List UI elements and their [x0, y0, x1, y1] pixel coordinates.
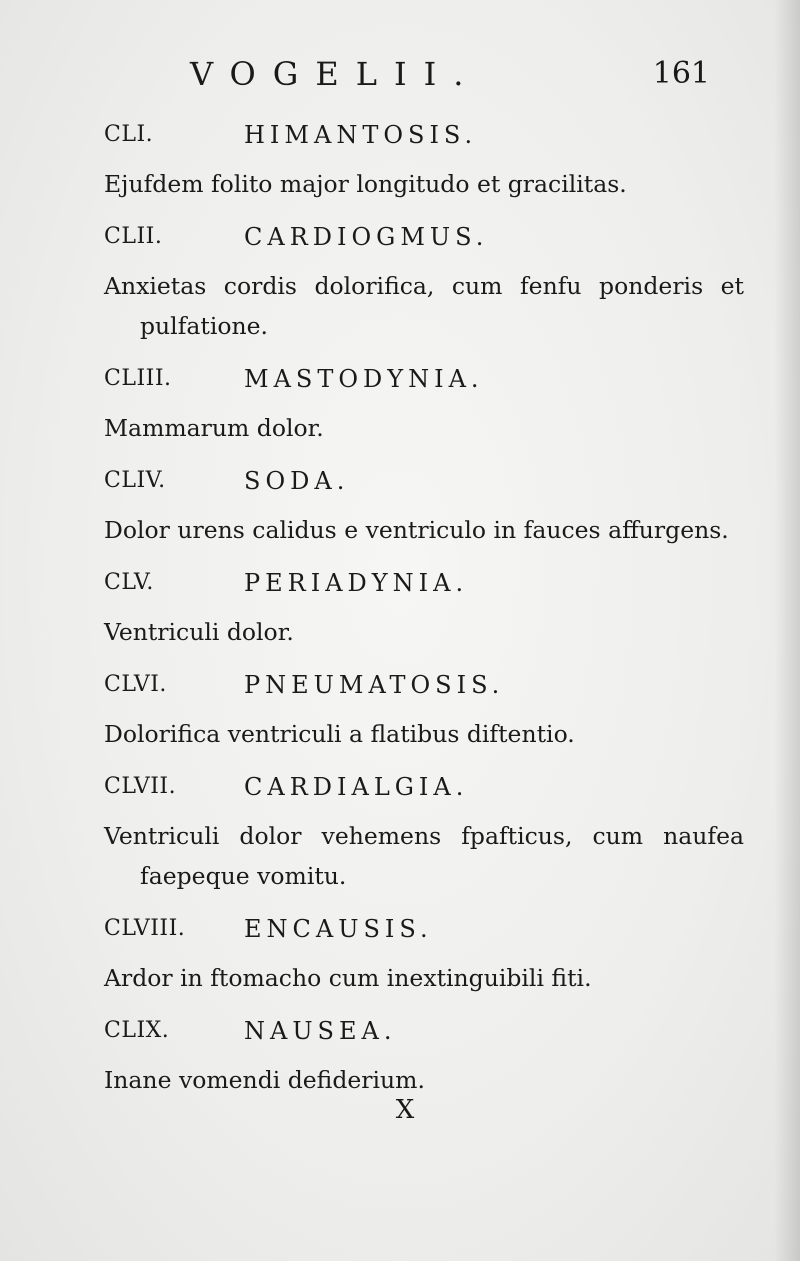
- entry-description: Ventriculi dolor vehemens fpafticus, cum naufea faepeque vomitu.: [104, 822, 744, 890]
- entry-numeral: CLVI.: [104, 672, 167, 697]
- entry-description: Dolor urens calidus e ventriculo in fauces affurgens.: [104, 516, 729, 544]
- entry: [104, 356, 744, 448]
- entry-term: PERIADYNIA.: [244, 569, 469, 597]
- entry-description: Mammarum dolor.: [104, 414, 324, 442]
- entry-term: MASTODYNIA.: [244, 365, 484, 393]
- entry-term: NAUSEA.: [244, 1017, 397, 1045]
- entry-list: [104, 112, 744, 1110]
- entry: [104, 764, 744, 896]
- entry-term: ENCAUSIS.: [244, 915, 433, 943]
- entry-heading: [104, 560, 744, 606]
- entry-description: Dolorifica ventriculi a flatibus diftentio.: [104, 720, 575, 748]
- entry: [104, 560, 744, 652]
- entry: [104, 458, 744, 550]
- entry-description: Ardor in ftomacho cum inextinguibili fiti.: [104, 964, 592, 992]
- entry-heading: [104, 1008, 744, 1054]
- entry-numeral: CLIII.: [104, 366, 172, 391]
- entry-description: Ventriculi dolor.: [104, 618, 294, 646]
- page-header: [190, 52, 710, 96]
- running-head: VOGELII.: [190, 55, 481, 93]
- entry-numeral: CLI.: [104, 122, 154, 147]
- entry: [104, 1008, 744, 1100]
- entry-heading: [104, 112, 744, 158]
- entry: [104, 662, 744, 754]
- page-number: 161: [652, 56, 710, 91]
- entry: [104, 214, 744, 346]
- entry-heading: [104, 906, 744, 952]
- entry-description: Anxietas cordis dolorifica, cum fenfu ponderis et pulfatione.: [104, 272, 744, 340]
- entry-description: Ejufdem folito major longitudo et gracilitas.: [104, 170, 627, 198]
- entry-heading: [104, 356, 744, 402]
- entry-heading: [104, 662, 744, 708]
- entry-numeral: CLVIII.: [104, 916, 186, 941]
- entry-term: SODA.: [244, 467, 350, 495]
- entry-term: CARDIALGIA.: [244, 773, 469, 801]
- entry-numeral: CLV.: [104, 570, 154, 595]
- entry-numeral: CLII.: [104, 224, 163, 249]
- entry-numeral: CLVII.: [104, 774, 177, 799]
- entry-heading: [104, 764, 744, 810]
- entry: [104, 112, 744, 204]
- entry-term: CARDIOGMUS.: [244, 223, 489, 251]
- entry-term: HIMANTOSIS.: [244, 121, 478, 149]
- entry-term: PNEUMATOSIS.: [244, 671, 505, 699]
- entry-heading: [104, 458, 744, 504]
- signature-mark: X: [395, 1095, 415, 1125]
- entry: [104, 906, 744, 998]
- entry-heading: [104, 214, 744, 260]
- page-edge-shadow: [774, 0, 800, 1261]
- entry-numeral: CLIV.: [104, 468, 166, 493]
- entry-numeral: CLIX.: [104, 1018, 170, 1043]
- entry-description: Inane vomendi defiderium.: [104, 1066, 425, 1094]
